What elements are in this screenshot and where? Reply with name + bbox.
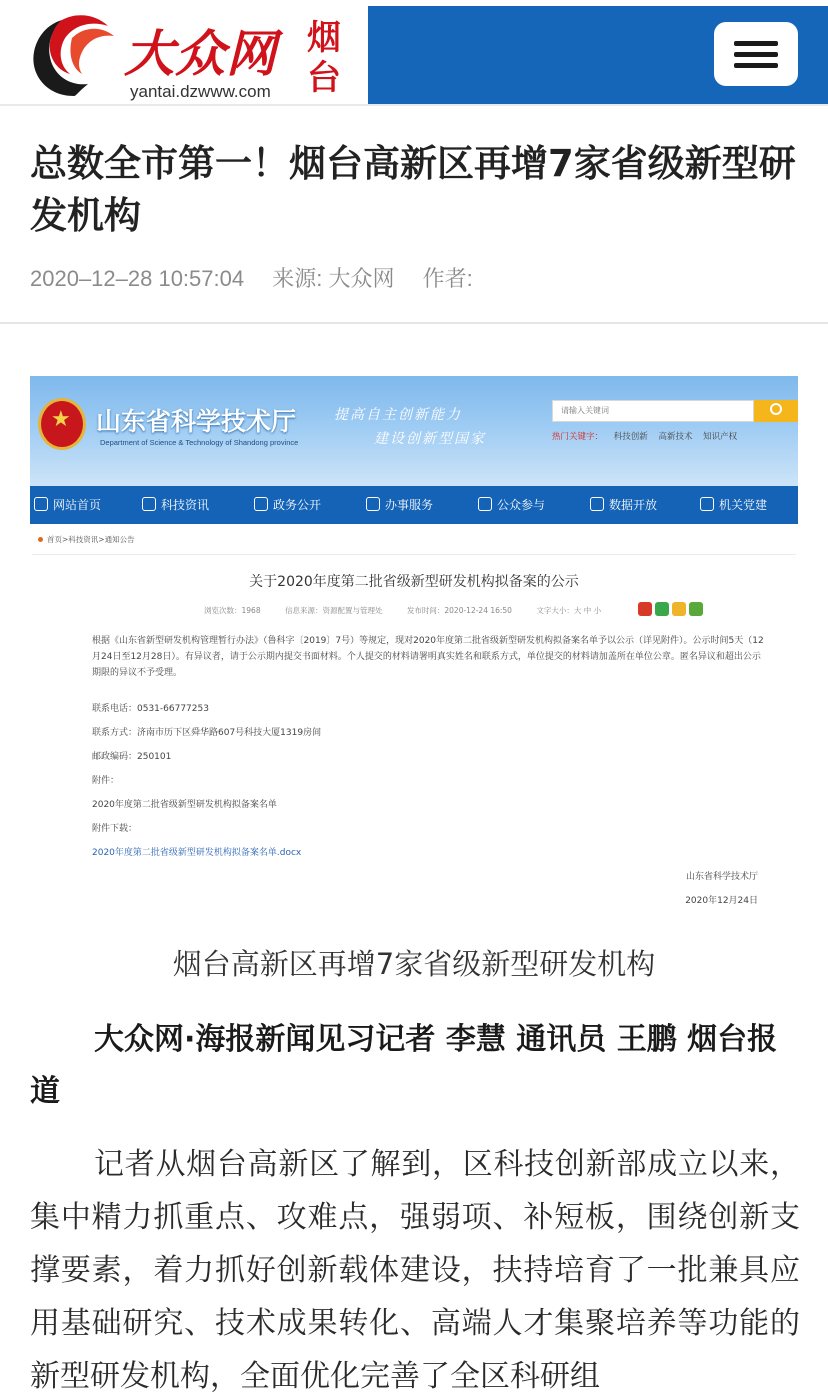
image-nav-bar — [30, 486, 798, 524]
douban-icon — [689, 602, 703, 616]
logo-city: 烟台 — [307, 18, 341, 98]
image-nav-item: 公众参与 — [478, 486, 545, 524]
image-caption: 烟台高新区再增7家省级新型研发机构 — [172, 947, 656, 981]
image-nav-item: 数据开放 — [590, 486, 657, 524]
image-slogan-1: 提高自主创新能力 — [334, 407, 462, 423]
image-sign-org: 山东省科学技术厅 — [685, 872, 758, 882]
article-image[interactable] — [30, 376, 798, 916]
image-publish-time: 发布时间：2020-12-24 16:50 — [406, 606, 512, 615]
image-share-icons — [638, 601, 706, 620]
image-attachment-name: 2020年度第二批省级新型研发机构拟备案名单 — [92, 800, 277, 810]
image-nav-item: 网站首页 — [34, 486, 101, 524]
image-dept-name-en: Department of Science & Technology of Shandong province — [100, 438, 299, 447]
publish-datetime: 2020–12–28 10:57:04 — [30, 266, 245, 291]
article-author: 作者: — [422, 266, 473, 291]
menu-button[interactable] — [714, 22, 798, 86]
article-source: 来源: 大众网 — [272, 266, 395, 291]
image-phone: 联系电话：0531-66777253 — [92, 704, 209, 714]
wechat-icon — [655, 602, 669, 616]
image-breadcrumb: 首页>科技资讯>通知公告 — [38, 534, 135, 545]
meta-divider — [0, 322, 828, 324]
news-icon — [142, 497, 156, 511]
image-address: 联系方式：济南市历下区舜华路607号科技大厦1319房间 — [92, 728, 322, 738]
search-icon — [770, 403, 782, 415]
site-header — [0, 0, 828, 106]
image-slogan-2: 建设创新型国家 — [374, 431, 486, 447]
article-byline: 大众网·海报新闻见习记者 李慧 通讯员 王鹏 烟台报道 — [30, 1022, 778, 1109]
person-icon — [366, 497, 380, 511]
image-hot-label: 热门关键字： — [552, 432, 604, 442]
gear-icon — [590, 497, 604, 511]
party-icon — [700, 497, 714, 511]
national-emblem-icon: ★ — [38, 398, 86, 450]
image-sign-date: 2020年12月24日 — [685, 896, 758, 906]
qzone-icon — [672, 602, 686, 616]
logo-wordmark: 大众网 — [124, 24, 277, 83]
logo-url: yantai.dzwww.com — [130, 82, 271, 101]
image-dept-name: 山东省科学技术厅 — [96, 407, 297, 436]
image-nav-item: 办事服务 — [366, 486, 433, 524]
image-notice-body: 根据《山东省新型研发机构管理暂行办法》（鲁科字〔2019〕7号）等规定，现对2020年度第二批省级新型研发机构拟备案名单予以公示（详见附件）。公示时间5天（12月24日至12月28日）。有异议者，请于公示期内提交书面材料。个人提交的材料请署明真实姓名和联系方式，单位提交的材料请加盖所在单位公章。匿名异议和超出公示期限的异议不予受理。 — [92, 636, 764, 678]
image-notice-info — [204, 605, 623, 616]
image-hot-item: 高新技术 — [658, 432, 693, 442]
image-search-box: 请输入关键词 — [552, 400, 754, 422]
header-divider — [0, 104, 828, 106]
image-hot-item: 科技创新 — [613, 432, 648, 442]
image-download-label: 附件下载： — [92, 824, 138, 834]
image-notice-card — [32, 554, 796, 916]
image-nav-item: 科技资讯 — [142, 486, 209, 524]
home-icon — [34, 497, 48, 511]
logo-swoosh-icon — [28, 8, 120, 100]
layers-icon — [254, 497, 268, 511]
weibo-icon — [638, 602, 652, 616]
image-notice-title: 关于2020年度第二批省级新型研发机构拟备案的公示 — [249, 574, 579, 590]
image-hot-keywords — [552, 430, 745, 442]
image-nav-item: 机关党建 — [700, 486, 767, 524]
image-nav-item: 政务公开 — [254, 486, 321, 524]
image-font-size: 文字大小：大 中 小 — [536, 606, 602, 615]
article-paragraph: 记者从烟台高新区了解到，区科技创新部成立以来，集中精力抓重点、攻难点，强弱项、补短板，围绕创新支撑要素，着力抓好创新载体建设，扶持培育了一批兼具应用基础研究、技术成果转化、高端人才集聚培养等功能的新型研发机构，全面优化完善了全区科研组 — [30, 1147, 800, 1394]
image-banner — [30, 376, 798, 486]
site-logo[interactable] — [0, 0, 368, 106]
image-hot-item: 知识产权 — [703, 432, 738, 442]
image-download-link: 2020年度第二批省级新型研发机构拟备案名单.docx — [92, 848, 302, 858]
image-info-source: 信息来源：资源配置与管理处 — [284, 606, 383, 615]
image-views: 浏览次数：1968 — [204, 606, 261, 615]
image-postcode: 邮政编码：250101 — [92, 752, 172, 762]
image-search-button — [754, 400, 798, 422]
article-meta — [30, 262, 495, 293]
people-icon — [478, 497, 492, 511]
article-title: 总数全市第一！烟台高新区再增7家省级新型研发机构 — [30, 142, 796, 237]
image-attachment-label: 附件： — [92, 776, 120, 786]
